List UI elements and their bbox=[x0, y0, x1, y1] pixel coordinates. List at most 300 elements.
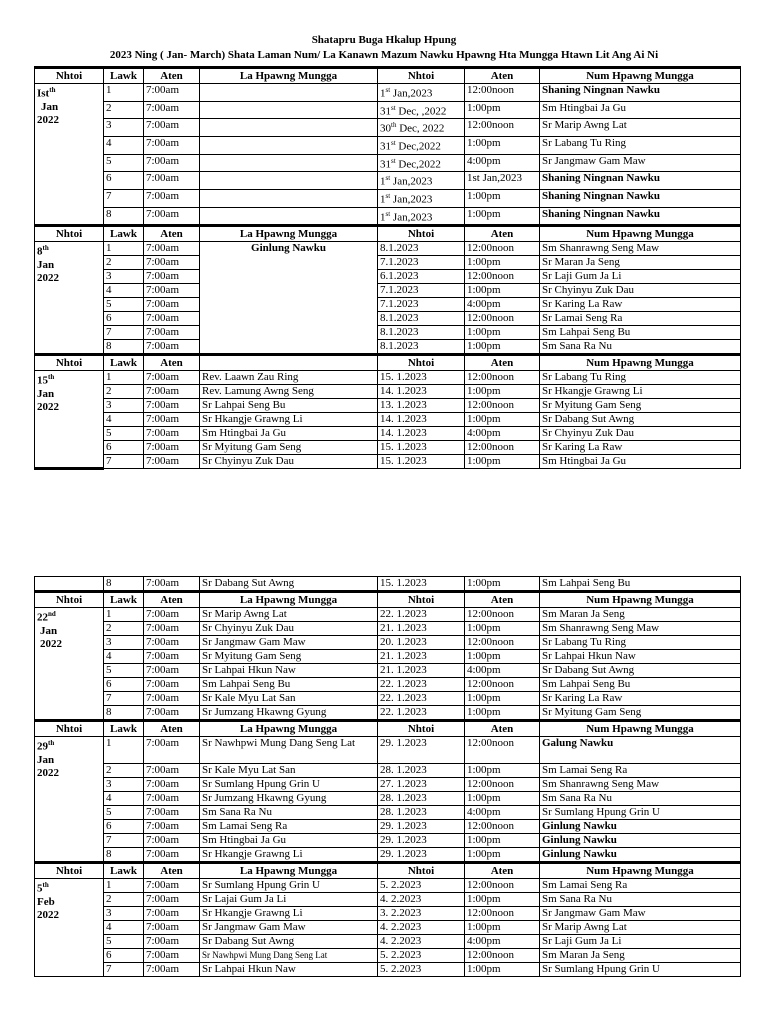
table-row bbox=[35, 893, 741, 907]
num-mungga-cell: Sr Karing La Raw bbox=[540, 298, 741, 312]
table-row bbox=[35, 806, 741, 820]
time-cell: 12:00noon bbox=[465, 879, 540, 893]
time-cell: 12:00noon bbox=[465, 907, 540, 921]
table-row bbox=[35, 764, 741, 778]
aten-cell: 7:00am bbox=[144, 820, 200, 834]
lawk-cell: 4 bbox=[104, 136, 144, 154]
num-mungga-cell: Shaning Ningnan Nawku bbox=[540, 207, 741, 226]
time-cell: 1:00pm bbox=[465, 764, 540, 778]
col-header: Num Hpawng Mungga bbox=[540, 355, 741, 371]
aten-cell: 7:00am bbox=[144, 650, 200, 664]
nhtoi-cell: 8.1.2023 bbox=[378, 326, 465, 340]
num-mungga-cell: Shaning Ningnan Nawku bbox=[540, 84, 741, 102]
num-mungga-cell: Sr Chyinyu Zuk Dau bbox=[540, 427, 741, 441]
lawk-cell: 1 bbox=[104, 737, 144, 764]
week-date-cell bbox=[35, 577, 104, 592]
table-row bbox=[35, 664, 741, 678]
la-mungga-cell: Sr Myitung Gam Seng bbox=[200, 650, 378, 664]
time-cell: 12:00noon bbox=[465, 441, 540, 455]
aten-cell: 7:00am bbox=[144, 907, 200, 921]
table-row bbox=[35, 879, 741, 893]
lawk-cell: 3 bbox=[104, 778, 144, 792]
nhtoi-cell: 7.1.2023 bbox=[378, 284, 465, 298]
num-mungga-cell: Sr Labang Tu Ring bbox=[540, 371, 741, 385]
time-cell: 1:00pm bbox=[465, 136, 540, 154]
la-mungga-cell: Sr Chyinyu Zuk Dau bbox=[200, 455, 378, 469]
la-mungga-cell bbox=[200, 189, 378, 207]
col-header: Lawk bbox=[104, 355, 144, 371]
num-mungga-cell: Sm Sana Ra Nu bbox=[540, 893, 741, 907]
table-row bbox=[35, 207, 741, 226]
lawk-cell: 1 bbox=[104, 371, 144, 385]
time-cell: 1:00pm bbox=[465, 650, 540, 664]
time-cell: 4:00pm bbox=[465, 935, 540, 949]
nhtoi-cell: 29. 1.2023 bbox=[378, 834, 465, 848]
la-mungga-cell: Sr Sumlang Hpung Grin U bbox=[200, 778, 378, 792]
num-mungga-cell: Sr Maran Ja Seng bbox=[540, 256, 741, 270]
la-mungga-cell: Rev. Laawn Zau Ring bbox=[200, 371, 378, 385]
nhtoi-cell: 28. 1.2023 bbox=[378, 764, 465, 778]
col-header: Aten bbox=[144, 68, 200, 84]
num-mungga-cell: Sm Lamai Seng Ra bbox=[540, 764, 741, 778]
lawk-cell: 5 bbox=[104, 298, 144, 312]
aten-cell: 7:00am bbox=[144, 189, 200, 207]
col-header: Lawk bbox=[104, 226, 144, 242]
col-header bbox=[200, 355, 378, 371]
aten-cell: 7:00am bbox=[144, 935, 200, 949]
aten-cell: 7:00am bbox=[144, 622, 200, 636]
schedule-table-page-2 bbox=[34, 576, 741, 977]
time-cell: 1:00pm bbox=[465, 101, 540, 119]
time-cell: 1:00pm bbox=[465, 834, 540, 848]
nhtoi-cell: 1st Jan,2023 bbox=[378, 172, 465, 190]
table-row bbox=[35, 399, 741, 413]
nhtoi-cell: 8.1.2023 bbox=[378, 312, 465, 326]
la-mungga-cell: Sm Lamai Seng Ra bbox=[200, 820, 378, 834]
table-row bbox=[35, 427, 741, 441]
lawk-cell: 7 bbox=[104, 834, 144, 848]
aten-cell: 7:00am bbox=[144, 737, 200, 764]
aten-cell: 7:00am bbox=[144, 949, 200, 963]
col-header: Nhtoi bbox=[378, 592, 465, 608]
nhtoi-cell: 27. 1.2023 bbox=[378, 778, 465, 792]
time-cell: 1st Jan,2023 bbox=[465, 172, 540, 190]
nhtoi-cell: 15. 1.2023 bbox=[378, 577, 465, 592]
la-mungga-cell bbox=[200, 119, 378, 137]
num-mungga-cell: Shaning Ningnan Nawku bbox=[540, 172, 741, 190]
aten-cell: 7:00am bbox=[144, 284, 200, 298]
aten-cell: 7:00am bbox=[144, 806, 200, 820]
la-mungga-cell: Rev. Lamung Awng Seng bbox=[200, 385, 378, 399]
lawk-cell: 6 bbox=[104, 312, 144, 326]
lawk-cell: 1 bbox=[104, 608, 144, 622]
time-cell: 4:00pm bbox=[465, 298, 540, 312]
lawk-cell: 3 bbox=[104, 270, 144, 284]
nhtoi-cell: 6.1.2023 bbox=[378, 270, 465, 284]
aten-cell: 7:00am bbox=[144, 101, 200, 119]
aten-cell: 7:00am bbox=[144, 427, 200, 441]
time-cell: 1:00pm bbox=[465, 921, 540, 935]
aten-cell: 7:00am bbox=[144, 399, 200, 413]
num-mungga-cell: Sm Htingbai Ja Gu bbox=[540, 101, 741, 119]
col-header: Num Hpawng Mungga bbox=[540, 863, 741, 879]
col-header: Aten bbox=[144, 592, 200, 608]
la-mungga-cell: Sm Htingbai Ja Gu bbox=[200, 427, 378, 441]
nhtoi-cell: 22. 1.2023 bbox=[378, 692, 465, 706]
nhtoi-cell: 14. 1.2023 bbox=[378, 413, 465, 427]
col-header: Nhtoi bbox=[35, 863, 104, 879]
table-row bbox=[35, 189, 741, 207]
time-cell: 1:00pm bbox=[465, 326, 540, 340]
time-cell: 12:00noon bbox=[465, 678, 540, 692]
time-cell: 1:00pm bbox=[465, 792, 540, 806]
aten-cell: 7:00am bbox=[144, 455, 200, 469]
nhtoi-cell: 21. 1.2023 bbox=[378, 650, 465, 664]
aten-cell: 7:00am bbox=[144, 441, 200, 455]
time-cell: 12:00noon bbox=[465, 949, 540, 963]
aten-cell: 7:00am bbox=[144, 692, 200, 706]
nhtoi-cell: 29. 1.2023 bbox=[378, 737, 465, 764]
col-header: Nhtoi bbox=[378, 68, 465, 84]
la-mungga-cell bbox=[200, 136, 378, 154]
col-header: Lawk bbox=[104, 721, 144, 737]
num-mungga-cell: Sr Laji Gum Ja Li bbox=[540, 270, 741, 284]
table-row bbox=[35, 101, 741, 119]
num-mungga-cell: Ginlung Nawku bbox=[540, 834, 741, 848]
la-mungga-cell: Sr Jumzang Hkawng Gyung bbox=[200, 706, 378, 721]
time-cell: 12:00noon bbox=[465, 778, 540, 792]
table-row bbox=[35, 650, 741, 664]
num-mungga-cell: Sr Lahpai Hkun Naw bbox=[540, 650, 741, 664]
col-header: Nhtoi bbox=[35, 355, 104, 371]
la-mungga-cell: Sr Jumzang Hkawng Gyung bbox=[200, 792, 378, 806]
nhtoi-cell: 13. 1.2023 bbox=[378, 399, 465, 413]
la-mungga-cell: Sr Hkangje Grawng Li bbox=[200, 413, 378, 427]
la-mungga-merged-cell: Ginlung Nawku bbox=[200, 242, 378, 355]
col-header: Nhtoi bbox=[378, 721, 465, 737]
num-mungga-cell: Sm Shanrawng Seng Maw bbox=[540, 622, 741, 636]
num-mungga-cell: Sr Chyinyu Zuk Dau bbox=[540, 284, 741, 298]
time-cell: 12:00noon bbox=[465, 737, 540, 764]
week-date-cell: 8th Jan 2022 bbox=[35, 242, 104, 355]
aten-cell: 7:00am bbox=[144, 678, 200, 692]
table-row bbox=[35, 154, 741, 172]
nhtoi-cell: 8.1.2023 bbox=[378, 340, 465, 355]
table-row bbox=[35, 706, 741, 721]
nhtoi-cell: 28. 1.2023 bbox=[378, 792, 465, 806]
num-mungga-cell: Sm Shanrawng Seng Maw bbox=[540, 778, 741, 792]
lawk-cell: 4 bbox=[104, 792, 144, 806]
la-mungga-cell: Sr Kale Myu Lat San bbox=[200, 692, 378, 706]
time-cell: 12:00noon bbox=[465, 119, 540, 137]
num-mungga-cell: Sm Maran Ja Seng bbox=[540, 949, 741, 963]
nhtoi-cell: 1st Jan,2023 bbox=[378, 207, 465, 226]
num-mungga-cell: Sr Laji Gum Ja Li bbox=[540, 935, 741, 949]
lawk-cell: 8 bbox=[104, 207, 144, 226]
aten-cell: 7:00am bbox=[144, 340, 200, 355]
col-header: La Hpawng Mungga bbox=[200, 226, 378, 242]
col-header: Lawk bbox=[104, 68, 144, 84]
col-header: Lawk bbox=[104, 592, 144, 608]
la-mungga-cell: Sr Lajai Gum Ja Li bbox=[200, 893, 378, 907]
la-mungga-cell bbox=[200, 84, 378, 102]
lawk-cell: 5 bbox=[104, 154, 144, 172]
time-cell: 1:00pm bbox=[465, 207, 540, 226]
time-cell: 1:00pm bbox=[465, 413, 540, 427]
aten-cell: 7:00am bbox=[144, 879, 200, 893]
aten-cell: 7:00am bbox=[144, 270, 200, 284]
lawk-cell: 6 bbox=[104, 172, 144, 190]
time-cell: 12:00noon bbox=[465, 84, 540, 102]
time-cell: 1:00pm bbox=[465, 256, 540, 270]
time-cell: 4:00pm bbox=[465, 427, 540, 441]
time-cell: 1:00pm bbox=[465, 893, 540, 907]
table-row bbox=[35, 256, 741, 270]
col-header: Aten bbox=[465, 355, 540, 371]
la-mungga-cell bbox=[200, 172, 378, 190]
time-cell: 12:00noon bbox=[465, 608, 540, 622]
aten-cell: 7:00am bbox=[144, 664, 200, 678]
table-row bbox=[35, 270, 741, 284]
doc-subtitle: 2023 Ning ( Jan- March) Shata Laman Num/ La Kanawn Mazum Nawku Hpawng Hta Mungga Htawn Lit Ang Ai Ni bbox=[109, 49, 659, 61]
table-row bbox=[35, 949, 741, 963]
nhtoi-cell: 15. 1.2023 bbox=[378, 455, 465, 469]
table-row bbox=[35, 834, 741, 848]
nhtoi-cell: 29. 1.2023 bbox=[378, 820, 465, 834]
table-row bbox=[35, 636, 741, 650]
num-mungga-cell: Ginlung Nawku bbox=[540, 820, 741, 834]
header-row bbox=[35, 592, 741, 608]
lawk-cell: 4 bbox=[104, 413, 144, 427]
table-row bbox=[35, 326, 741, 340]
time-cell: 1:00pm bbox=[465, 963, 540, 977]
table-row bbox=[35, 298, 741, 312]
time-cell: 4:00pm bbox=[465, 154, 540, 172]
col-header: Aten bbox=[144, 863, 200, 879]
lawk-cell: 1 bbox=[104, 879, 144, 893]
lawk-cell: 3 bbox=[104, 636, 144, 650]
table-row bbox=[35, 963, 741, 977]
aten-cell: 7:00am bbox=[144, 963, 200, 977]
la-mungga-cell: Sr Lahpai Hkun Naw bbox=[200, 664, 378, 678]
num-mungga-cell: Sr Dabang Sut Awng bbox=[540, 664, 741, 678]
la-mungga-cell: Sr Lahpai Seng Bu bbox=[200, 399, 378, 413]
table-row bbox=[35, 778, 741, 792]
col-header: Nhtoi bbox=[378, 355, 465, 371]
col-header: Aten bbox=[144, 226, 200, 242]
lawk-cell: 5 bbox=[104, 806, 144, 820]
lawk-cell: 6 bbox=[104, 678, 144, 692]
table-row bbox=[35, 921, 741, 935]
lawk-cell: 4 bbox=[104, 284, 144, 298]
week-date-cell: 5th Feb 2022 bbox=[35, 879, 104, 977]
week-date-cell: Ist$^{th}$ Jan 2022 bbox=[35, 84, 104, 226]
la-mungga-cell bbox=[200, 154, 378, 172]
time-cell: 12:00noon bbox=[465, 399, 540, 413]
aten-cell: 7:00am bbox=[144, 242, 200, 256]
header-row bbox=[35, 355, 741, 371]
col-header: Nhtoi bbox=[35, 592, 104, 608]
la-mungga-cell: Sr Sumlang Hpung Grin U bbox=[200, 879, 378, 893]
nhtoi-cell: 21. 1.2023 bbox=[378, 622, 465, 636]
num-mungga-cell: Sr Sumlang Hpung Grin U bbox=[540, 806, 741, 820]
table-row bbox=[35, 312, 741, 326]
header-row bbox=[35, 721, 741, 737]
time-cell: 1:00pm bbox=[465, 340, 540, 355]
la-mungga-cell: Sr Nawhpwi Mung Dang Seng Lat bbox=[200, 949, 378, 963]
col-header: Aten bbox=[144, 355, 200, 371]
nhtoi-cell: 29. 1.2023 bbox=[378, 848, 465, 863]
lawk-cell: 8 bbox=[104, 848, 144, 863]
col-header: Aten bbox=[465, 721, 540, 737]
time-cell: 1:00pm bbox=[465, 848, 540, 863]
nhtoi-cell: 22. 1.2023 bbox=[378, 608, 465, 622]
nhtoi-cell: 1st Jan,2023 bbox=[378, 84, 465, 102]
aten-cell: 7:00am bbox=[144, 119, 200, 137]
col-header: Aten bbox=[144, 721, 200, 737]
schedule-table-page-1 bbox=[34, 66, 741, 470]
lawk-cell: 8 bbox=[104, 706, 144, 721]
aten-cell: 7:00am bbox=[144, 371, 200, 385]
lawk-cell: 8 bbox=[104, 577, 144, 592]
aten-cell: 7:00am bbox=[144, 921, 200, 935]
num-mungga-cell: Sr Hkangje Grawng Li bbox=[540, 385, 741, 399]
nhtoi-cell: 28. 1.2023 bbox=[378, 806, 465, 820]
lawk-cell: 4 bbox=[104, 650, 144, 664]
nhtoi-cell: 4. 2.2023 bbox=[378, 935, 465, 949]
num-mungga-cell: Sm Htingbai Ja Gu bbox=[540, 455, 741, 469]
nhtoi-cell: 31st Dec,2022 bbox=[378, 154, 465, 172]
col-header: Aten bbox=[465, 592, 540, 608]
table-row bbox=[35, 692, 741, 706]
aten-cell: 7:00am bbox=[144, 792, 200, 806]
la-mungga-cell: Sr Hkangje Grawng Li bbox=[200, 848, 378, 863]
col-header: Num Hpawng Mungga bbox=[540, 226, 741, 242]
num-mungga-cell: Sm Sana Ra Nu bbox=[540, 340, 741, 355]
aten-cell: 7:00am bbox=[144, 385, 200, 399]
la-mungga-cell: Sr Dabang Sut Awng bbox=[200, 577, 378, 592]
table-row bbox=[35, 136, 741, 154]
col-header: La Hpawng Mungga bbox=[200, 592, 378, 608]
table-row bbox=[35, 907, 741, 921]
table-row bbox=[35, 172, 741, 190]
lawk-cell: 6 bbox=[104, 820, 144, 834]
num-mungga-cell: Sm Lahpai Seng Bu bbox=[540, 326, 741, 340]
lawk-cell: 7 bbox=[104, 455, 144, 469]
table-row bbox=[35, 848, 741, 863]
num-mungga-cell: Sr Jangmaw Gam Maw bbox=[540, 907, 741, 921]
table-row bbox=[35, 678, 741, 692]
lawk-cell: 7 bbox=[104, 692, 144, 706]
aten-cell: 7:00am bbox=[144, 608, 200, 622]
aten-cell: 7:00am bbox=[144, 207, 200, 226]
week-date-cell: 22nd Jan 2022 bbox=[35, 608, 104, 721]
nhtoi-cell: 20. 1.2023 bbox=[378, 636, 465, 650]
col-header: Nhtoi bbox=[35, 721, 104, 737]
table-row bbox=[35, 608, 741, 622]
aten-cell: 7:00am bbox=[144, 154, 200, 172]
time-cell: 1:00pm bbox=[465, 706, 540, 721]
num-mungga-cell: Sr Myitung Gam Seng bbox=[540, 399, 741, 413]
num-mungga-cell: Sr Lamai Seng Ra bbox=[540, 312, 741, 326]
aten-cell: 7:00am bbox=[144, 834, 200, 848]
table-row bbox=[35, 455, 741, 469]
aten-cell: 7:00am bbox=[144, 312, 200, 326]
time-cell: 1:00pm bbox=[465, 385, 540, 399]
la-mungga-cell bbox=[200, 101, 378, 119]
aten-cell: 7:00am bbox=[144, 577, 200, 592]
col-header: La Hpawng Mungga bbox=[200, 721, 378, 737]
table-row bbox=[35, 340, 741, 355]
num-mungga-cell: Sm Lahpai Seng Bu bbox=[540, 678, 741, 692]
lawk-cell: 7 bbox=[104, 189, 144, 207]
table-row bbox=[35, 820, 741, 834]
lawk-cell: 3 bbox=[104, 907, 144, 921]
nhtoi-cell: 31st Dec, ,2022 bbox=[378, 101, 465, 119]
col-header: La Hpawng Mungga bbox=[200, 863, 378, 879]
table-row bbox=[35, 119, 741, 137]
time-cell: 1:00pm bbox=[465, 455, 540, 469]
nhtoi-cell: 5. 2.2023 bbox=[378, 879, 465, 893]
aten-cell: 7:00am bbox=[144, 893, 200, 907]
la-mungga-cell: Sr Dabang Sut Awng bbox=[200, 935, 378, 949]
la-mungga-cell: Sr Kale Myu Lat San bbox=[200, 764, 378, 778]
la-mungga-cell: Sr Marip Awng Lat bbox=[200, 608, 378, 622]
lawk-cell: 8 bbox=[104, 340, 144, 355]
lawk-cell: 2 bbox=[104, 256, 144, 270]
lawk-cell: 5 bbox=[104, 427, 144, 441]
lawk-cell: 3 bbox=[104, 399, 144, 413]
table-row bbox=[35, 84, 741, 102]
lawk-cell: 2 bbox=[104, 101, 144, 119]
aten-cell: 7:00am bbox=[144, 136, 200, 154]
nhtoi-cell: 15. 1.2023 bbox=[378, 371, 465, 385]
aten-cell: 7:00am bbox=[144, 298, 200, 312]
lawk-cell: 2 bbox=[104, 764, 144, 778]
time-cell: 4:00pm bbox=[465, 806, 540, 820]
doc-title: Shatapru Buga Hkalup Hpung bbox=[311, 34, 457, 46]
num-mungga-cell: Sr Labang Tu Ring bbox=[540, 136, 741, 154]
la-mungga-cell: Sm Sana Ra Nu bbox=[200, 806, 378, 820]
nhtoi-cell: 21. 1.2023 bbox=[378, 664, 465, 678]
header-row bbox=[35, 226, 741, 242]
lawk-cell: 2 bbox=[104, 385, 144, 399]
aten-cell: 7:00am bbox=[144, 413, 200, 427]
table-row bbox=[35, 413, 741, 427]
lawk-cell: 1 bbox=[104, 84, 144, 102]
la-mungga-cell: Sr Chyinyu Zuk Dau bbox=[200, 622, 378, 636]
lawk-cell: 3 bbox=[104, 119, 144, 137]
nhtoi-cell: 5. 2.2023 bbox=[378, 949, 465, 963]
aten-cell: 7:00am bbox=[144, 848, 200, 863]
num-mungga-cell: Sm Shanrawng Seng Maw bbox=[540, 242, 741, 256]
nhtoi-cell: 3. 2.2023 bbox=[378, 907, 465, 921]
la-mungga-cell: Sr Myitung Gam Seng bbox=[200, 441, 378, 455]
col-header: Nhtoi bbox=[378, 226, 465, 242]
nhtoi-cell: 7.1.2023 bbox=[378, 256, 465, 270]
table-row bbox=[35, 385, 741, 399]
col-header: Num Hpawng Mungga bbox=[540, 592, 741, 608]
num-mungga-cell: Sm Maran Ja Seng bbox=[540, 608, 741, 622]
lawk-cell: 2 bbox=[104, 893, 144, 907]
num-mungga-cell: Galung Nawku bbox=[540, 737, 741, 764]
time-cell: 1:00pm bbox=[465, 189, 540, 207]
lawk-cell: 7 bbox=[104, 963, 144, 977]
col-header: Lawk bbox=[104, 863, 144, 879]
col-header: Aten bbox=[465, 68, 540, 84]
la-mungga-cell: Sm Lahpai Seng Bu bbox=[200, 678, 378, 692]
num-mungga-cell: Sm Lamai Seng Ra bbox=[540, 879, 741, 893]
